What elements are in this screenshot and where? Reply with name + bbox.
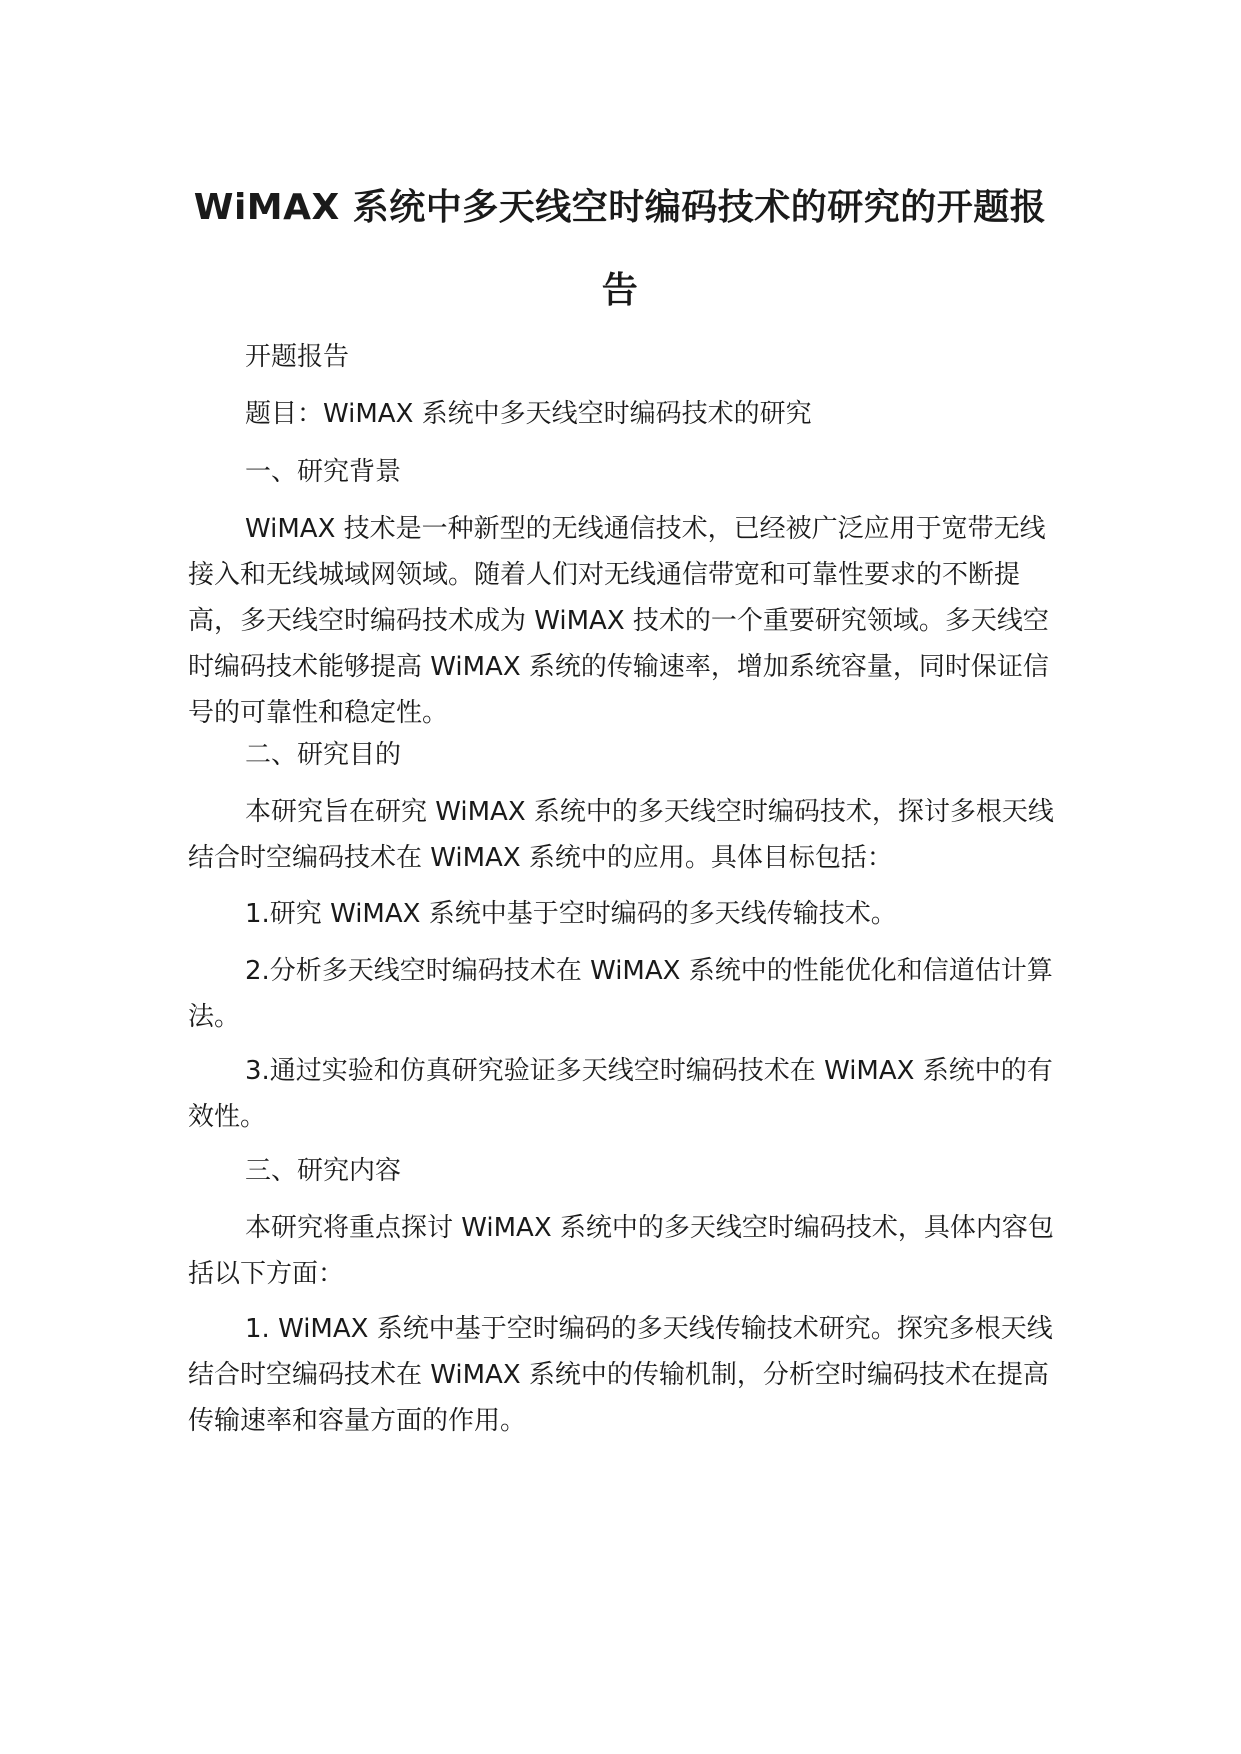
list-item-goal-2: 2.分析多天线空时编码技术在 WiMAX 系统中的性能优化和信道估计算法。 bbox=[188, 956, 1053, 1032]
list-item-content-1: 1. WiMAX 系统中基于空时编码的多天线传输技术研究。探究多根天线结合时空编码技术在 WiMAX 系统中的传输机制，分析空时编码技术在提高传输速率和容量方面的作用。 bbox=[188, 1314, 1053, 1436]
list-item-goal-1: 1.研究 WiMAX 系统中基于空时编码的多天线传输技术。 bbox=[245, 899, 897, 929]
paragraph-report-label: 开题报告 bbox=[245, 342, 350, 372]
paragraph-content-intro: 本研究将重点探讨 WiMAX 系统中的多天线空时编码技术，具体内容包括以下方面： bbox=[188, 1213, 1054, 1289]
document-title: WiMAX 系统中多天线空时编码技术的研究的开题报告 bbox=[193, 187, 1047, 311]
paragraph-purpose: 本研究旨在研究 WiMAX 系统中的多天线空时编码技术，探讨多根天线结合时空编码技术在 WiMAX 系统中的应用。具体目标包括： bbox=[188, 797, 1054, 873]
heading-research-background: 一、研究背景 bbox=[245, 457, 402, 487]
paragraph-background: WiMAX 技术是一种新型的无线通信技术，已经被广泛应用于宽带无线接入和无线城域网领域。随着人们对无线通信带宽和可靠性要求的不断提高，多天线空时编码技术成为 WiMAX 技术的一个重要研究领域。多天线空时编码技术能够提高 WiMAX 系统的传输速率，增加系统容量，同时保证信号的可靠性和稳定性。 bbox=[188, 514, 1049, 728]
heading-research-purpose: 二、研究目的 bbox=[245, 740, 402, 770]
paragraph-topic: 题目：WiMAX 系统中多天线空时编码技术的研究 bbox=[245, 399, 812, 429]
list-item-goal-3: 3.通过实验和仿真研究验证多天线空时编码技术在 WiMAX 系统中的有效性。 bbox=[188, 1056, 1053, 1132]
heading-research-content: 三、研究内容 bbox=[245, 1156, 402, 1186]
